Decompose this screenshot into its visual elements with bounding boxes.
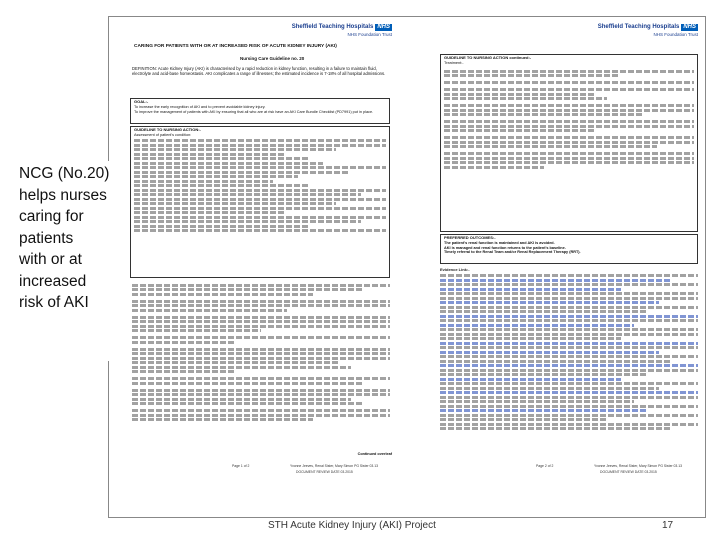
trust-logo <box>292 24 392 39</box>
definition-text: DEFINITION: Acute Kidney Injury (AKI) is characterised by a rapid reduction in kidney function, resulting in a failure to maintain fluid, electrolyte and acid-base homeostasis. AKI complicates a range of illnesses; the estimated incidence is 7-18% of all hospital admissions. <box>132 66 386 77</box>
evidence-section <box>440 268 698 432</box>
document-page-1 <box>112 20 396 492</box>
treatment-label: Treatment:- <box>444 60 464 65</box>
org-name-2: Sheffield Teaching Hospitals <box>597 24 680 30</box>
outcome-item: The patient's renal function is maintained and AKI is avoided. <box>444 240 555 245</box>
document-title: CARING FOR PATIENTS WITH OR AT INCREASED RISK OF ACUTE KIDNEY INJURY (AKI) <box>134 44 337 49</box>
nhs-badge: NHS <box>377 24 390 30</box>
evidence-label: Evidence Link:- <box>440 267 470 272</box>
document-page-2 <box>418 20 702 492</box>
page1-footer-review: DOCUMENT REVIEW DATE 03.2015 <box>296 470 353 474</box>
assessment-box <box>130 126 390 278</box>
goal-item: To improve the management of patients with AKI by ensuring that all who are at risk have an AKI Care Bundle Checklist (PD7991) put in place. <box>134 109 374 114</box>
action-cont-label: GUIDELINE TO NURSING ACTION continued:- <box>444 55 532 60</box>
slide-caption: STH Acute Kidney Injury (AKI) Project <box>268 520 436 531</box>
ncg-callout <box>16 161 126 361</box>
outcome-item: Timely referral to the Renal Team and/or Renal Replacement Therapy (RRT). <box>444 250 581 255</box>
outcomes-label: PREFERRED OUTCOMES:- <box>444 235 496 240</box>
nhs-badge-2: NHS <box>683 24 696 30</box>
page1-footer-left: Page 1 of 2 <box>232 464 250 468</box>
trust-logo-2 <box>598 24 698 39</box>
page1-footer-right: Yvonne Jeeves, Renal Sister, Mary Simon PG Sister 03.13 <box>290 464 379 468</box>
treatment-box <box>440 54 698 232</box>
page2-footer-left: Page 2 of 2 <box>536 464 554 468</box>
org-sub: NHS Foundation Trust <box>347 32 392 37</box>
org-name: Sheffield Teaching Hospitals <box>291 24 374 30</box>
outcome-item: AKI is managed and renal function returns to the patient's baseline. <box>444 245 566 250</box>
goal-label: GOAL:- <box>134 99 149 104</box>
ncg-callout-text: NCG (No.20) helps nurses caring for patients with or at increased risk of AKI <box>19 165 110 311</box>
continued-note: Continued overleaf <box>357 452 392 456</box>
action-label: GUIDELINE TO NURSING ACTION:- <box>134 127 201 132</box>
treatment-lines <box>444 70 694 169</box>
action-lines <box>132 282 390 423</box>
goal-box <box>130 98 390 124</box>
page2-footer-right: Yvonne Jeeves, Renal Sister, Mary Simon PG Sister 03.13 <box>594 464 683 468</box>
assessment-label: Assessment of patient's condition: <box>134 132 192 137</box>
text-lines <box>134 139 386 232</box>
slide-page-number: 17 <box>662 520 674 531</box>
guideline-number: Nursing Care Guideline no. 20 <box>240 56 305 61</box>
org-sub-2: NHS Foundation Trust <box>653 32 698 37</box>
outcomes-box <box>440 234 698 264</box>
goal-item: To increase the early recognition of AKI and to prevent avoidable kidney injury. <box>134 104 266 109</box>
page2-footer-review: DOCUMENT REVIEW DATE 03.2015 <box>600 470 657 474</box>
